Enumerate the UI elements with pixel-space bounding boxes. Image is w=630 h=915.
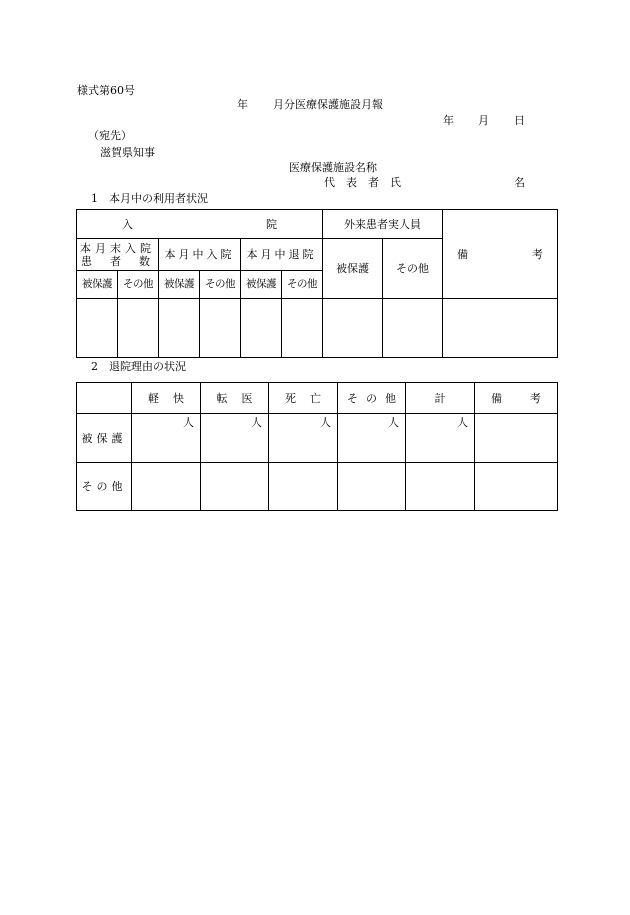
admitted-header: 本月中入院 [159,239,241,271]
date-day: 日 [514,114,525,127]
inpatient-header: 入 院 [77,210,323,239]
table-row [77,414,558,463]
col-recovered: 軽 快 [132,383,201,414]
col-death: 死 亡 [269,383,338,414]
representative-suffix: 名 [514,176,525,189]
table-row [77,463,558,511]
unit-cell[interactable]: 人 [201,414,269,463]
data-cell[interactable] [383,299,443,358]
data-cell[interactable] [159,299,200,358]
report-title: 月分医療保護施設月報 [273,98,383,111]
discharge-reason-table [76,382,558,511]
data-cell[interactable] [323,299,383,358]
col-welfare: 被保護 [77,271,118,299]
col-other: その他 [282,271,323,299]
data-cell[interactable] [443,299,558,358]
col-remarks: 備 考 [475,383,558,414]
col-other: そ の 他 [338,383,406,414]
representative-label: 代 表 者 氏 [324,176,401,189]
data-cell[interactable] [241,299,282,358]
corner-cell [77,383,132,414]
date-month: 月 [478,114,489,127]
data-cell[interactable] [406,463,475,511]
unit-cell[interactable]: 人 [406,414,475,463]
report-title-year: 年 [237,98,248,111]
outpatient-other-header: その他 [383,239,443,299]
section1-heading: 1 本月中の利用者状況 [91,192,208,205]
col-other: その他 [200,271,241,299]
section2-heading: 2 退院理由の状況 [91,360,186,373]
col-transfer: 転 医 [201,383,269,414]
data-row [77,299,558,358]
usage-status-table [76,209,558,358]
data-cell[interactable] [269,463,338,511]
data-cell[interactable] [201,463,269,511]
month-end-inpatients-header: 本月末入院 患 者 数 [77,239,159,271]
data-cell[interactable] [77,299,118,358]
col-other: その他 [118,271,159,299]
unit-cell[interactable]: 人 [269,414,338,463]
row-label-welfare: 被保護 [77,414,132,463]
addressee-label: （宛先） [88,129,132,142]
unit-cell[interactable]: 人 [132,414,201,463]
remarks-cell[interactable] [475,463,558,511]
outpatient-header: 外来患者実人員 [323,210,443,239]
discharged-header: 本月中退院 [241,239,323,271]
form-number: 様式第60号 [77,84,135,97]
col-total: 計 [406,383,475,414]
unit-cell[interactable]: 人 [338,414,406,463]
col-welfare: 被保護 [159,271,200,299]
facility-name-label: 医療保護施設名称 [289,161,377,174]
data-cell[interactable] [118,299,159,358]
outpatient-welfare-header: 被保護 [323,239,383,299]
col-welfare: 被保護 [241,271,282,299]
date-year: 年 [443,114,454,127]
data-cell[interactable] [200,299,241,358]
row-label-other: その他 [77,463,132,511]
data-cell[interactable] [132,463,201,511]
remarks-header: 備 考 [443,210,558,299]
remarks-cell[interactable] [475,414,558,463]
addressee-name: 滋賀県知事 [100,146,155,159]
data-cell[interactable] [338,463,406,511]
data-cell[interactable] [282,299,323,358]
